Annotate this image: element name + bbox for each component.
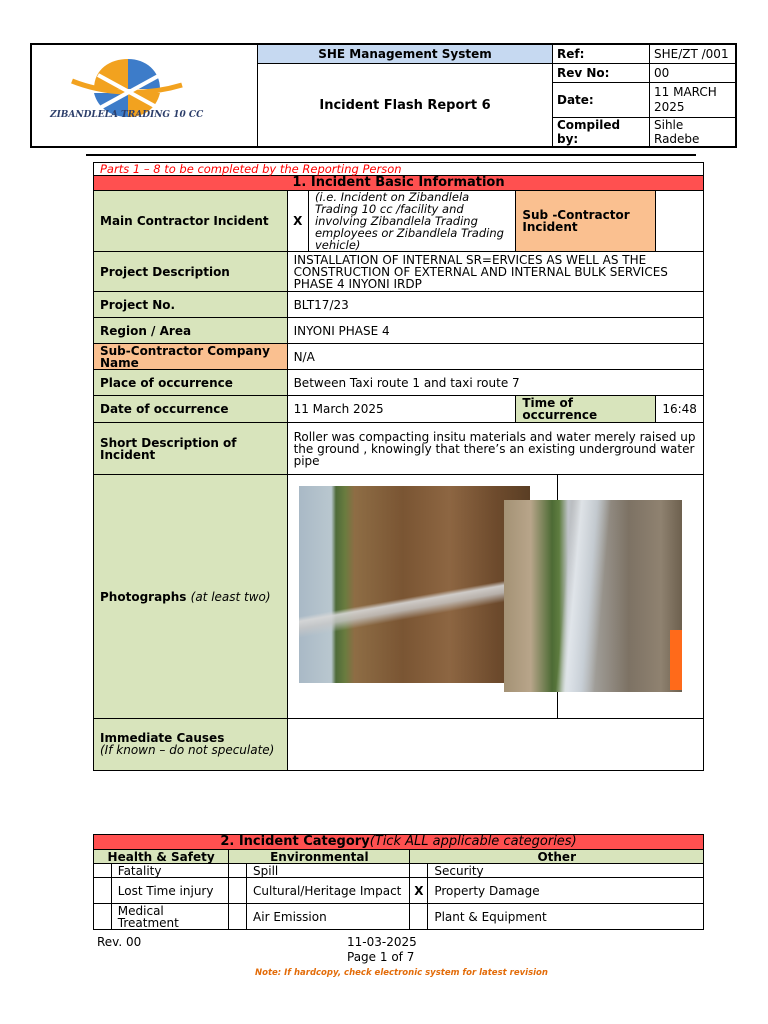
rev-no-value: 00: [650, 64, 737, 83]
checkbox-medical-treatment[interactable]: [94, 904, 112, 930]
checkbox-air-emission[interactable]: [229, 904, 247, 930]
project-no-label: Project No.: [94, 292, 288, 318]
place-value[interactable]: Between Taxi route 1 and taxi route 7: [287, 370, 703, 396]
report-title: Incident Flash Report 6: [258, 64, 553, 148]
checkbox-fatality[interactable]: [94, 864, 112, 878]
col-health-safety: Health & Safety: [94, 850, 229, 864]
time-of-occurrence-label: Time of occurrence: [516, 396, 656, 423]
immediate-causes-label: [94, 719, 288, 771]
col-environmental: Environmental: [229, 850, 410, 864]
category-cultural-heritage: Cultural/Heritage Impact: [247, 878, 410, 904]
category-plant-equipment: Plant & Equipment: [428, 904, 704, 930]
date-value: 11 MARCH 2025: [650, 83, 737, 118]
incident-category-table: [93, 834, 704, 930]
project-no-value[interactable]: BLT17/23: [287, 292, 703, 318]
main-contractor-checkbox[interactable]: X: [287, 191, 308, 252]
category-hint: (Tick ALL applicable categories): [369, 834, 577, 849]
incident-photo-2[interactable]: [504, 500, 682, 692]
management-system-title: SHE Management System: [258, 44, 553, 64]
footer-date: 11-03-2025: [347, 935, 417, 949]
immediate-causes-label-text: Immediate Causes: [100, 731, 225, 745]
short-description-label: Short Description of Incident: [94, 423, 288, 475]
place-label: Place of occurrence: [94, 370, 288, 396]
category-medical-treatment: Medical Treatment: [111, 904, 228, 930]
category-air-emission: Air Emission: [247, 904, 410, 930]
ref-value: SHE/ZT /001: [650, 44, 737, 64]
incident-photo-1[interactable]: [299, 486, 530, 683]
checkbox-cultural-heritage[interactable]: [229, 878, 247, 904]
immediate-causes-value[interactable]: [287, 719, 703, 771]
reporting-note: Parts 1 – 8 to be completed by the Reporting Person: [94, 163, 704, 176]
region-label: Region / Area: [94, 318, 288, 344]
project-description-label: Project Description: [94, 252, 288, 292]
photographs-label: [94, 475, 288, 719]
checkbox-spill[interactable]: [229, 864, 247, 878]
checkbox-plant-equipment[interactable]: [410, 904, 428, 930]
document-header: [30, 43, 737, 148]
category-title: 2. Incident Category: [220, 834, 370, 849]
checkbox-lost-time-injury[interactable]: [94, 878, 112, 904]
worker-vest: [670, 630, 682, 690]
main-contractor-label: Main Contractor Incident: [94, 191, 288, 252]
date-label: Date:: [553, 83, 650, 118]
time-of-occurrence-value[interactable]: 16:48: [656, 396, 704, 423]
col-other: Other: [410, 850, 704, 864]
ref-label: Ref:: [553, 44, 650, 64]
short-description-value[interactable]: Roller was compacting insitu materials and water merely raised up the ground , knowingly that there’s an existing underground water pipe: [287, 423, 703, 475]
photographs-label-text: Photographs: [100, 589, 187, 604]
region-value[interactable]: INYONI PHASE 4: [287, 318, 703, 344]
checkbox-property-damage[interactable]: X: [410, 878, 428, 904]
category-security: Security: [428, 864, 704, 878]
sub-contractor-checkbox[interactable]: [656, 191, 704, 252]
date-of-occurrence-value[interactable]: 11 March 2025: [287, 396, 516, 423]
rev-no-label: Rev No:: [553, 64, 650, 83]
project-description-value[interactable]: INSTALLATION OF INTERNAL SR=ERVICES AS WELL AS THE CONSTRUCTION OF EXTERNAL AND INTERNAL BULK SERVICES PHASE 4 INYONI IRDP: [287, 252, 703, 292]
section-2-title: [94, 835, 704, 850]
sub-contractor-incident-label: Sub -Contractor Incident: [516, 191, 656, 252]
footer-page: Page 1 of 7: [347, 950, 415, 964]
footer-note: Note: If hardcopy, check electronic system for latest revision: [255, 968, 548, 978]
subcontractor-company-value[interactable]: N/A: [287, 344, 703, 370]
company-logo-icon: [32, 51, 257, 137]
logo-text: ZIBANDLELA TRADING 10 CC: [50, 110, 204, 120]
subcontractor-company-label: Sub-Contractor Company Name: [94, 344, 288, 370]
category-property-damage: Property Damage: [428, 878, 704, 904]
compiled-by-label: Compiled by:: [553, 118, 650, 148]
immediate-causes-hint: (If known – do not speculate): [100, 743, 275, 757]
section-1-title: 1. Incident Basic Information: [94, 176, 704, 191]
photographs-hint: (at least two): [190, 589, 271, 604]
category-lost-time-injury: Lost Time injury: [111, 878, 228, 904]
main-contractor-note: (i.e. Incident on Zibandlela Trading 10 cc /facility and involving Zibandlela Trading employees or Zibandlela Trading vehicle): [308, 191, 515, 252]
header-divider: [86, 154, 696, 156]
category-fatality: Fatality: [111, 864, 228, 878]
company-logo-cell: [31, 44, 258, 147]
footer-rev: Rev. 00: [97, 935, 142, 949]
category-spill: Spill: [247, 864, 410, 878]
date-of-occurrence-label: Date of occurrence: [94, 396, 288, 423]
checkbox-security[interactable]: [410, 864, 428, 878]
compiled-by-value: Sihle Radebe: [650, 118, 737, 148]
